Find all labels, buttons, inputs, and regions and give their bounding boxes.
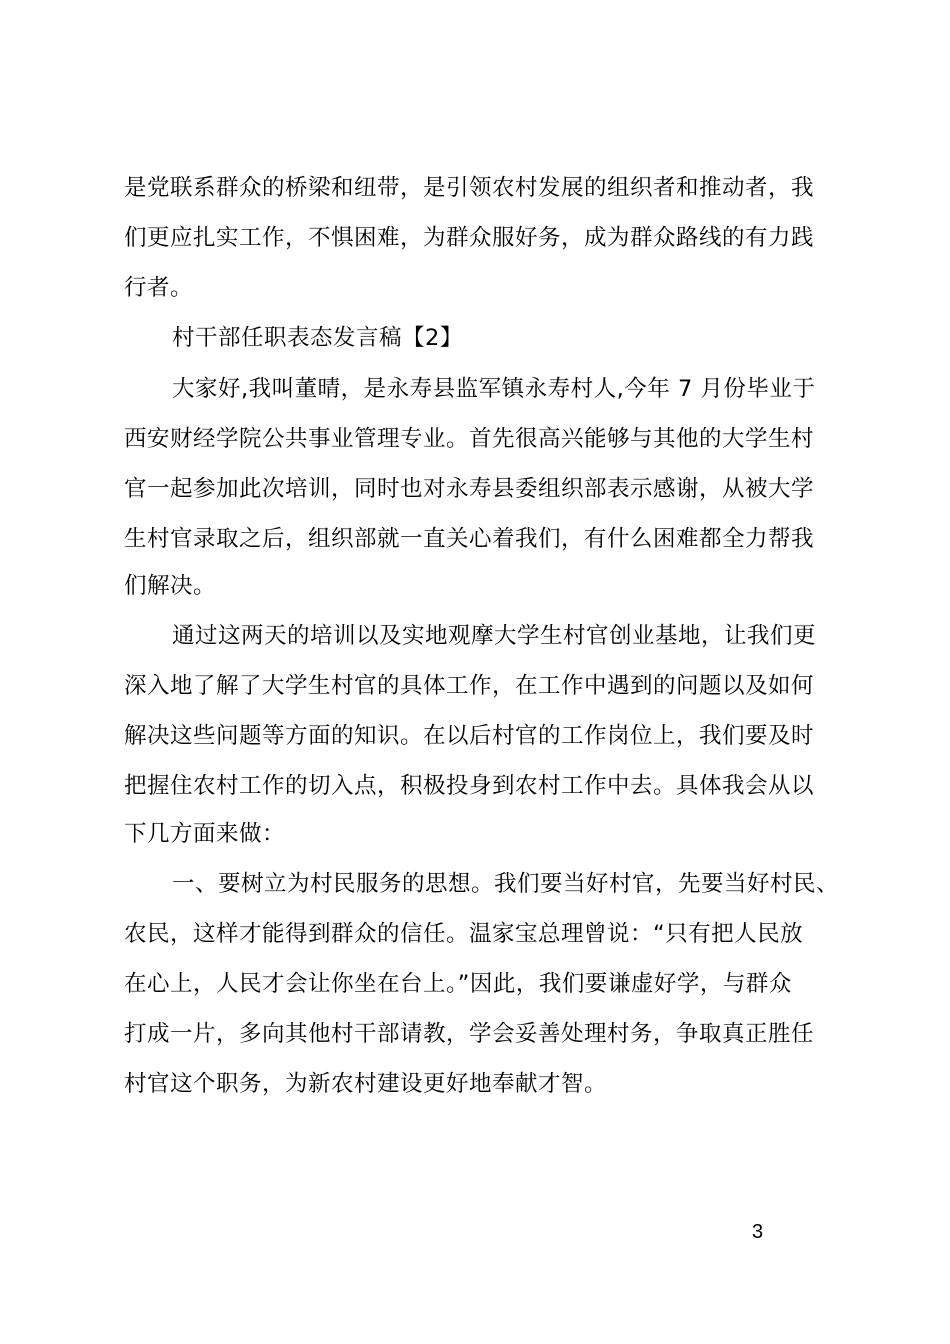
text-line: 在心上，人民才会让你坐在台上。”因此，我们要谦虚好学，与群众 bbox=[124, 971, 792, 997]
text-line: 行者。 bbox=[124, 275, 194, 301]
text-line: 官一起参加此次培训，同时也对永寿县委组织部表示感谢，从被大学 bbox=[124, 476, 815, 502]
text-line: 通过这两天的培训以及实地观摩大学生村官创业基地，让我们更 bbox=[172, 623, 817, 649]
text-line: 大家好,我叫董晴，是永寿县监军镇永寿村人,今年 7 月份毕业于 bbox=[172, 376, 816, 402]
text-line: 西安财经学院公共事业管理专业。首先很高兴能够与其他的大学生村 bbox=[124, 426, 815, 452]
section-heading: 村干部任职表态发言稿【2】 bbox=[172, 325, 463, 351]
text-line: 把握住农村工作的切入点，积极投身到农村工作中去。具体我会从以 bbox=[124, 773, 815, 799]
text-line: 一、要树立为村民服务的思想。我们要当好村官，先要当好村民、 bbox=[172, 871, 840, 897]
text-line: 解决这些问题等方面的知识。在以后村官的工作岗位上，我们要及时 bbox=[124, 723, 815, 749]
page-number: 3 bbox=[752, 1221, 764, 1243]
text-line: 村官这个职务，为新农村建设更好地奉献才智。 bbox=[124, 1071, 608, 1097]
text-line: 生村官录取之后，组织部就一直关心着我们，有什么困难都全力帮我 bbox=[124, 526, 815, 552]
text-line: 打成一片，多向其他村干部请教，学会妥善处理村务，争取真正胜任 bbox=[124, 1021, 815, 1047]
text-line: 们更应扎实工作，不惧困难，为群众服好务，成为群众路线的有力践 bbox=[124, 225, 815, 251]
text-line: 们解决。 bbox=[124, 573, 217, 599]
text-line: 农民，这样才能得到群众的信任。温家宝总理曾说：“只有把人民放 bbox=[124, 921, 804, 947]
text-line: 下几方面来做： bbox=[124, 821, 286, 847]
text-line: 深入地了解了大学生村官的具体工作，在工作中遇到的问题以及如何 bbox=[124, 673, 815, 699]
text-line: 是党联系群众的桥梁和纽带，是引领农村发展的组织者和推动者，我 bbox=[124, 175, 815, 201]
